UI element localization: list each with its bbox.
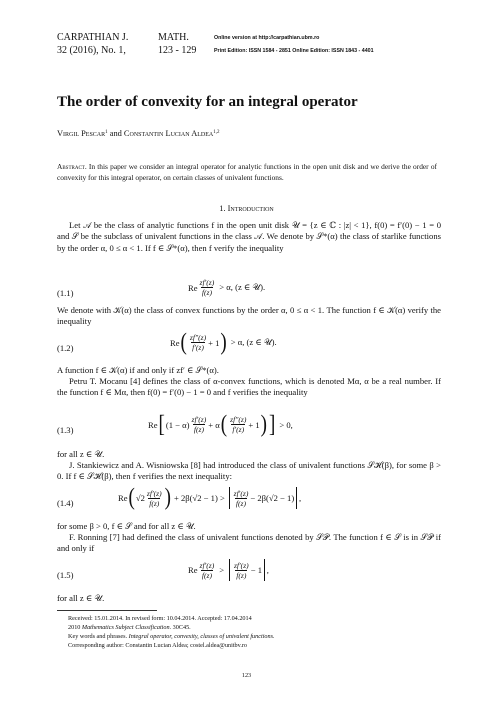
- equation-1-3: Re [ (1 − α) $\frac{zf'(z)}{f(z)}$ + α ( $\frac{zf''(z)}{f'(z)}$ + 1 ) ] > 0,: [148, 410, 293, 438]
- section-number: 1.: [219, 204, 226, 213]
- eq-rhs: > α, (z ∈ 𝒰).: [219, 282, 266, 292]
- journal-subject: [158, 31, 196, 57]
- paragraph-5a: for all z ∈ 𝒰.: [57, 449, 105, 459]
- eq-re: Re: [188, 282, 198, 293]
- equation-number-1-4: (1.4): [57, 498, 74, 508]
- author-1: Virgil Pescar: [57, 129, 106, 138]
- paragraph-1: Let 𝒜 be the class of analytic functions f in the open unit disk 𝒰 = {z ∈ ℂ : |z| < 1}, f(0) = f′(0) − 1 = 0 and 𝒮 be the subclass of univalent functions in the class 𝒜. We denote by 𝒮*(α) the class of starlike functions by the order α, 0 ≤ α < 1. If f ∈ 𝒮*(α), then f verify the inequality: [57, 220, 441, 253]
- footnotes: [68, 614, 448, 650]
- corresponding-author: Corresponding author: Constantin Lucian Aldea; costel.aldea@unitbv.ro: [68, 642, 248, 649]
- abstract: [57, 161, 437, 183]
- journal-title: CARPATHIAN J.: [57, 32, 129, 43]
- equation-1-5: Re $\frac{zf'(z)}{f(z)}$ > $\frac{zf'(z)}{f(z)}$ − 1 ,: [188, 560, 269, 580]
- print-edition: Print Edition: ISSN 1584 - 2851 Online Edition: ISSN 1843 - 4401: [214, 48, 374, 54]
- author-2-affiliation: 1,2: [213, 130, 220, 135]
- authors-and: and: [109, 129, 122, 138]
- equation-1-4: Re ( √2 $\frac{zf'(z)}{f(z)}$ ) + 2β(√2 − 1) > $\frac{zf'(z)}{f(z)}$ − 2β(√2 − 1) ,: [118, 483, 302, 511]
- page-range: 123 - 129: [158, 45, 197, 56]
- paragraph-3: A function f ∈ 𝒦(α) if and only if zf′ ∈ 𝒮*(α).: [57, 365, 219, 375]
- eq-fraction: $\frac{zf''(z)}{f'(z)}$: [189, 333, 207, 352]
- section-title: Introduction: [227, 204, 274, 213]
- author-2: Constantin Lucian Aldea: [123, 129, 214, 138]
- eq-re: Re: [170, 337, 180, 348]
- equation-1-1: [188, 278, 265, 297]
- author-1-affiliation: 1: [105, 130, 108, 135]
- journal-name: [57, 31, 128, 57]
- keywords: Key words and phrases. Integral operator, convexity, classes of univalent functions.: [68, 633, 275, 640]
- msc-classification: 2010 Mathematics Subject Classification. 30C45.: [68, 624, 191, 631]
- eq-rhs: > α, (z ∈ 𝒰).: [230, 337, 277, 347]
- article-title: The order of convexity for an integral operator: [57, 94, 358, 110]
- abstract-text: In this paper we consider an integral operator for analytic functions in the open unit disk and we derive the order of convexity for this integral operator, on certain classes of univalent functions.: [57, 162, 437, 182]
- paragraph-7: for all z ∈ 𝒰.: [57, 593, 105, 603]
- page-number: 123: [241, 672, 252, 679]
- equation-1-2: Re ( $\frac{zf''(z)}{f'(z)}$ + 1 ) > α, (z ∈ 𝒰).: [170, 328, 277, 356]
- eq-fraction: $\frac{zf'(z)}{f(z)}$: [199, 278, 215, 297]
- footnote-rule: [57, 610, 157, 611]
- paragraph-4: Petru T. Mocanu [4] defines the class of α-convex functions, which is denoted Mα, α be a real number. If the function f ∈ Mα, then f(0) = f′(0) − 1 = 0 and f verifies the inequality: [57, 376, 441, 398]
- paragraph-2: We denote with 𝒦(α) the class of convex functions by the order α, 0 ≤ α < 1. The function f ∈ 𝒦(α) verify the inequality: [57, 305, 441, 327]
- equation-number-1-1: (1.1): [57, 288, 74, 298]
- paragraph-6b: F. Ronning [7] had defined the class of univalent functions denoted by 𝒮𝒫. The function f ∈ 𝒮 is in 𝒮𝒫 if and only if: [57, 532, 441, 554]
- section-heading: [0, 204, 493, 213]
- equation-number-1-5: (1.5): [57, 570, 74, 580]
- received-dates: Received: 15.01.2014. In revised form: 10.04.2014. Accepted: 17.04.2014: [68, 615, 252, 622]
- equation-number-1-2: (1.2): [57, 343, 74, 353]
- journal-volume: 32 (2016), No. 1,: [57, 45, 126, 56]
- eq-re: Re: [148, 419, 158, 430]
- subject-label: MATH.: [158, 32, 189, 43]
- authors: [57, 129, 220, 138]
- abstract-label: Abstract.: [57, 162, 87, 171]
- equation-number-1-3: (1.3): [57, 425, 74, 435]
- eq-re: Re: [188, 565, 198, 575]
- paragraph-6a: for some β > 0, f ∈ 𝒮 and for all z ∈ 𝒰.: [57, 521, 196, 531]
- online-version: Online version at http://carpathian.ubm.ro: [214, 35, 320, 41]
- eq-re: Re: [118, 493, 128, 503]
- paragraph-5b: J. Stankiewicz and A. Wisniowska [8] had introduced the class of univalent functions 𝒮ℋ(β), for some β > 0. If f ∈ 𝒮ℋ(β), then f verifies the next inequality:: [57, 460, 441, 482]
